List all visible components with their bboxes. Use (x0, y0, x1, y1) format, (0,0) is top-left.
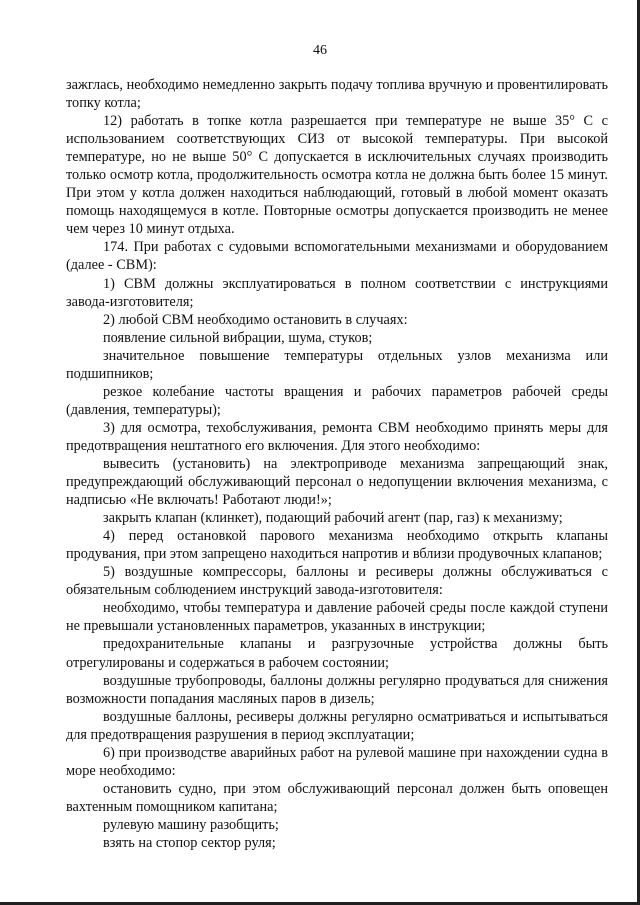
paragraph: 4) перед остановкой парового механизма необходимо открыть клапаны продувания, при этом запрещено находиться напротив и вблизи продувочных клапанов; (66, 528, 608, 563)
paragraph: зажглась, необходимо немедленно закрыть подачу топлива вручную и провентилировать топку котла; (66, 77, 608, 112)
paragraph: воздушные баллоны, ресиверы должны регулярно осматриваться и испытываться для предотвращения разрушения в период эксплуатации; (66, 708, 608, 743)
paragraph: 1) СВМ должны эксплуатироваться в полном соответствии с инструкциями завода-изготовителя; (66, 275, 608, 310)
paragraph: взять на стопор сектор руля; (103, 834, 276, 851)
document-body (66, 76, 608, 852)
paragraph: необходимо, чтобы температура и давление рабочей среды после каждой ступени не превышали установленных параметров, указанных в инструкции; (66, 600, 608, 635)
paragraph: закрыть клапан (клинкет), подающий рабочий агент (пар, газ) к механизму; (103, 510, 563, 527)
paragraph: вывесить (установить) на электроприводе механизма запрещающий знак, предупреждающий обслуживающий персонал о недопущении включения механизма, с надписью «Не включать! Работают люди!»; (66, 455, 608, 509)
paragraph: воздушные трубопроводы, баллоны должны регулярно продуваться для снижения возможности попадания масляных паров в дизель; (66, 672, 608, 707)
page-number: 46 (313, 43, 327, 58)
paragraph: 174. При работах с судовыми вспомогательными механизмами и оборудованием (далее - СВМ): (66, 239, 608, 274)
paragraph: резкое колебание частоты вращения и рабочих параметров рабочей среды (давления, температуры); (66, 383, 608, 418)
paragraph: 6) при производстве аварийных работ на рулевой машине при нахождении судна в море необходимо: (66, 744, 608, 779)
paragraph: 5) воздушные компрессоры, баллоны и ресиверы должны обслуживаться с обязательным соблюдением инструкций завода-изготовителя: (66, 564, 608, 599)
paragraph: предохранительные клапаны и разгрузочные устройства должны быть отрегулированы и содержаться в рабочем состоянии; (66, 636, 608, 671)
paragraph: 12) работать в топке котла разрешается при температуре не выше 35° С с использованием соответствующих СИЗ от высокой температуры. При высокой температуре, но не выше 50° С допускается в исключительных случаях производить только осмотр котла, продолжительность осмотра котла не должна быть более 15 минут. При этом у котла должен находиться наблюдающий, готовый в любой момент оказать помощь находящемуся в котле. Повторные осмотры допускается производить не менее чем через 10 минут отдыха. (66, 113, 608, 238)
paragraph: 3) для осмотра, техобслуживания, ремонта СВМ необходимо принять меры для предотвращения нештатного его включения. Для этого необходимо: (66, 419, 608, 454)
paragraph: остановить судно, при этом обслуживающий персонал должен быть оповещен вахтенным помощником капитана; (66, 780, 608, 815)
paragraph: значительное повышение температуры отдельных узлов механизма или подшипников; (66, 347, 608, 382)
paragraph: 2) любой СВМ необходимо остановить в случаях: (103, 311, 408, 328)
paragraph: появление сильной вибрации, шума, стуков; (103, 329, 373, 346)
paragraph: рулевую машину разобщить; (103, 816, 279, 833)
